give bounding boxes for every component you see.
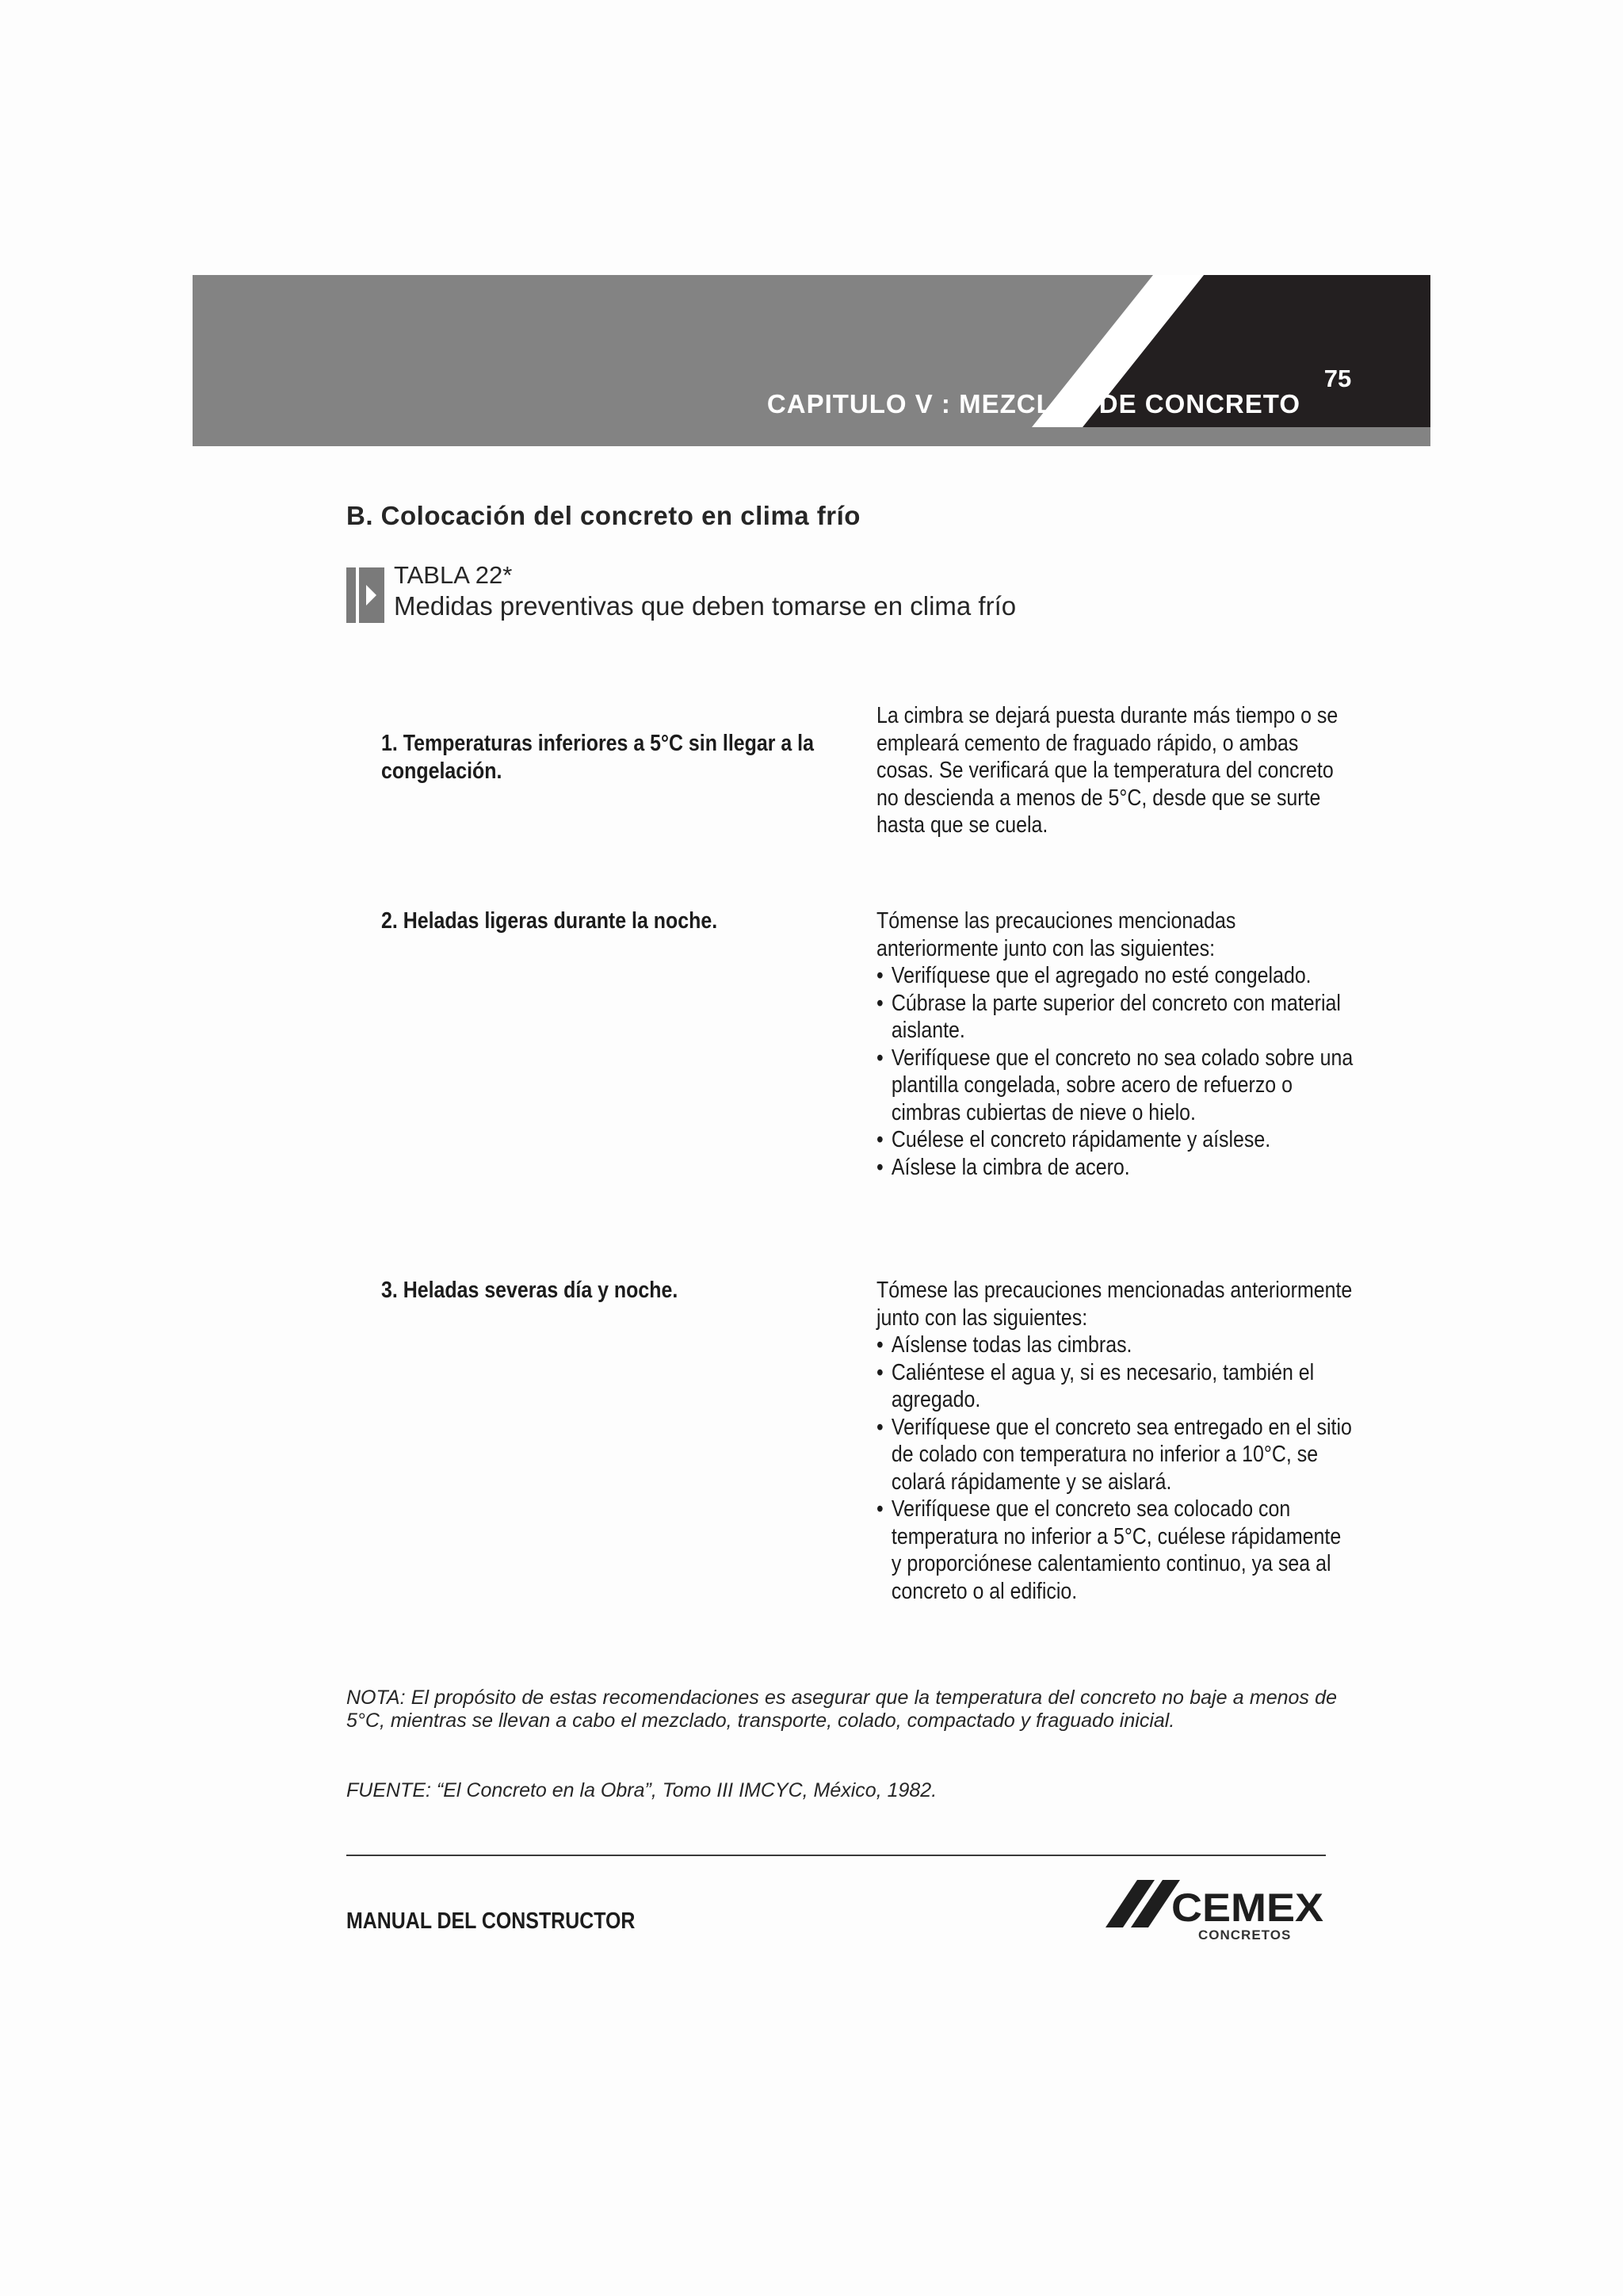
row-measures [876, 1277, 1354, 1605]
section-heading: B. Colocación del concreto en clima frío [346, 501, 861, 530]
logo-subtitle: CONCRETOS [1198, 1927, 1292, 1943]
bullet-item: • Verifíquese que el agregado no esté congelado. [876, 962, 1354, 990]
table-title: Medidas preventivas que deben tomarse en clima frío [394, 591, 1017, 621]
source-text: FUENTE: “El Concreto en la Obra”, Tomo III IMCYC, México, 1982. [346, 1779, 938, 1801]
play-arrow-icon [346, 567, 384, 623]
measure-intro: La cimbra se dejará puesta durante más tiempo o se empleará cemento de fraguado rápido, o ambas cosas. Se verificará que la temperatura del concreto no descienda a menos de 5°C, desde que se surte hasta que se cuela. [876, 703, 1338, 838]
bullet-item: • Aíslense todas las cimbras. [876, 1331, 1354, 1359]
bullet-item: • Verifíquese que el concreto sea colocado con temperatura no inferior a 5°C, cuélese rápidamente y proporciónese calentamiento continuo, ya sea al concreto o al edificio. [876, 1496, 1354, 1605]
row-measures [876, 702, 1354, 839]
row-condition: 2. Heladas ligeras durante la noche. [381, 908, 718, 934]
bullet-item: • Verifíquese que el concreto no sea colado sobre una plantilla congelada, sobre acero de refuerzo o cimbras cubiertas de nieve o hielo. [876, 1045, 1354, 1127]
table-label: TABLA 22* [394, 561, 513, 589]
chapter-header [193, 275, 1430, 446]
row-condition: 1. Temperaturas inferiores a 5°C sin llegar a la congelación. [381, 731, 814, 784]
header-bottom-band [193, 427, 1430, 446]
manual-title: MANUAL DEL CONSTRUCTOR [346, 1908, 636, 1934]
measure-intro: Tómense las precauciones mencionadas anteriormente junto con las siguientes: [876, 908, 1236, 961]
bullet-list [876, 1331, 1354, 1605]
row-measures [876, 907, 1354, 1181]
page-number: 75 [1323, 365, 1352, 392]
header-graphic [193, 275, 1430, 446]
bullet-item: • Caliéntese el agua y, si es necesario, también el agregado. [876, 1359, 1354, 1414]
bullet-item: • Aíslese la cimbra de acero. [876, 1154, 1354, 1182]
chapter-title: CAPITULO V : MEZCLAS DE CONCRETO [766, 389, 1300, 418]
bullet-item: • Cúbrase la parte superior del concreto con material aislante. [876, 990, 1354, 1045]
measure-intro: Tómese las precauciones mencionadas anteriormente junto con las siguientes: [876, 1278, 1353, 1331]
bullet-list [876, 962, 1354, 1181]
bullet-item: • Cuélese el concreto rápidamente y aíslese. [876, 1126, 1354, 1154]
note-text: NOTA: El propósito de estas recomendaciones es asegurar que la temperatura del concreto no baje a menos de 5°C, mientras se llevan a cabo el mezclado, transporte, colado, compactado y fraguado inicial. [346, 1687, 1337, 1732]
logo-word: CEMEX [1171, 1885, 1324, 1930]
bullet-item: • Verifíquese que el concreto sea entregado en el sitio de colado con temperatura no inferior a 10°C, se colará rápidamente y se aislará. [876, 1414, 1354, 1496]
footer-divider [346, 1855, 1326, 1856]
row-condition: 3. Heladas severas día y noche. [381, 1278, 678, 1303]
